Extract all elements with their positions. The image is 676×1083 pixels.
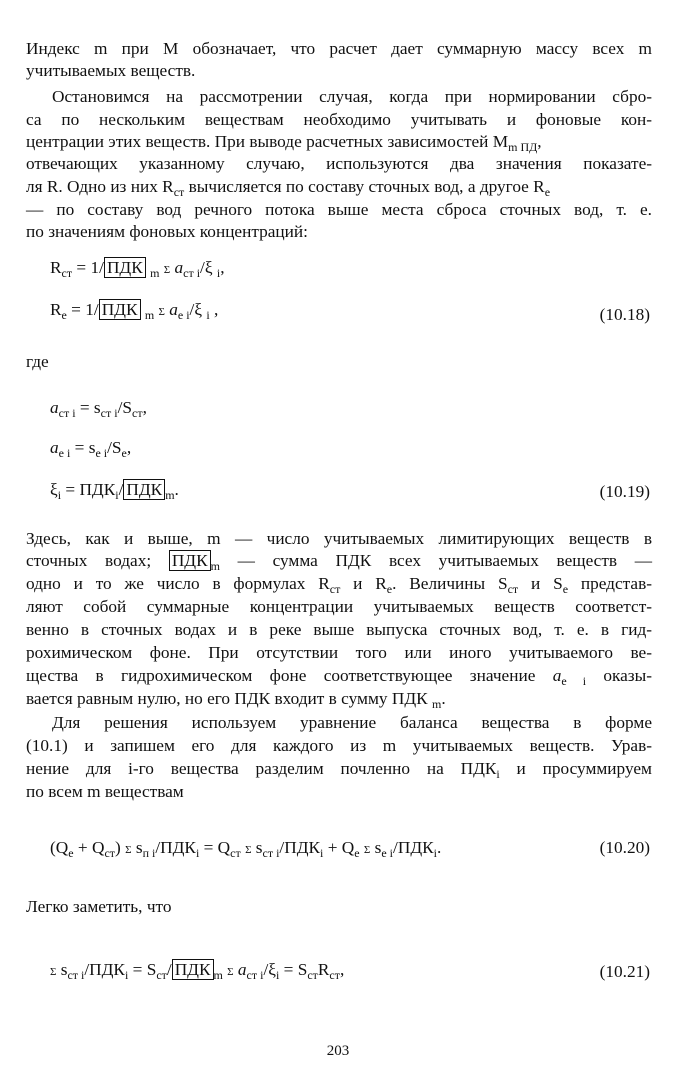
text-line: вается равным нулю, но его ПДК входит в сумму ПДК $_m$.: [26, 689, 446, 711]
text-line: Для решения используем уравнение баланса вещества в форме: [52, 713, 652, 732]
formula-10-21: Σ $s_{ст i}/ПДК_i = S_{ст}/$ ПДК $_m$ Σ $a_{ст i}/\xi_i = S_{ст}R_{ст}$,: [50, 960, 345, 982]
text-line: — по составу вод речного потока выше места сброса сточных вод, т. е.: [26, 200, 652, 219]
formula-10-19-line1: $a_{ст i} = s_{ст i}/S_{ст}$,: [50, 398, 147, 420]
text-line: Здесь, как и выше, m — число учитываемых лимитирующих веществ в: [26, 529, 652, 548]
equation-number: (10.19): [599, 482, 650, 501]
text-line: щества в гидрохимическом фоне соответствующее значение $a_{e i}$ оказы-: [26, 666, 652, 688]
text-line: венно в сточных водах и в реке выше выпуска сточных вод, т. е. в гид-: [26, 620, 652, 639]
formula-10-19-line2: $a_{e i} = s_{e i}/S_e$,: [50, 438, 132, 460]
formula-10-20: $(Q_e + Q_{ст})$ Σ $s_{п i}/ПДК_i = Q_{ст}$ Σ $s_{ст i}/ПДК_i + Q_e$ Σ $s_{e i}/ПДК_i$.: [50, 838, 442, 860]
equation-number: (10.18): [599, 305, 650, 324]
text-line: одно и то же число в формулах $R_{ст}$ и $R_e$. Величины $S_{ст}$ и $S_e$ представ-: [26, 574, 652, 596]
page-number: 203: [326, 1043, 350, 1059]
formula-10-18-line2: $R_e = 1/$ ПДК $_m$ Σ $a_{e i}/\xi$ $_i$ ,: [50, 300, 219, 322]
text-line: ля R. Одно из них $R_{ст}$ вычисляется по составу сточных вод, а другое $R_e$: [26, 177, 551, 199]
text-line: сточных водах; ПДК $_m$ — сумма ПДК всех учитываемых веществ —: [26, 551, 652, 573]
text-line: Легко заметить, что: [26, 897, 172, 916]
text-line: Остановимся на рассмотрении случая, когда при нормировании сбро-: [52, 87, 652, 106]
text-line: нение для i-го вещества разделим почленно на $ПДК_i$ и просуммируем: [26, 759, 652, 781]
equation-number: (10.20): [599, 838, 650, 857]
equation-number: (10.21): [599, 962, 650, 981]
text-line: по значениям фоновых концентраций:: [26, 222, 308, 241]
text-line: учитываемых веществ.: [26, 61, 196, 80]
text-line: рохимическом фоне. При отсутствии того или иного учитываемого ве-: [26, 643, 652, 662]
text-line: Индекс m при М обозначает, что расчет дает суммарную массу всех m: [26, 39, 652, 58]
text-line: центрации этих веществ. При выводе расчетных зависимостей $M_{m ПД}$,: [26, 132, 542, 154]
text-line: (10.1) и запишем его для каждого из m учитываемых веществ. Урав-: [26, 736, 652, 755]
where-label: где: [26, 352, 49, 371]
formula-10-19-line3: $\xi_i = ПДК_i/$ ПДК $_m$.: [50, 480, 179, 502]
formula-10-18-line1: $R_{ст} = 1/$ ПДК $_m$ Σ $a_{ст i}/\xi$ $_i$,: [50, 258, 225, 280]
text-line: отвечающих указанному случаю, используются два значения показате-: [26, 154, 652, 173]
text-line: са по нескольким веществам необходимо учитывать и фоновые кон-: [26, 110, 652, 129]
text-line: по всем m веществам: [26, 782, 184, 801]
text-line: ляют собой суммарные концентрации учитываемых веществ соответст-: [26, 597, 652, 616]
